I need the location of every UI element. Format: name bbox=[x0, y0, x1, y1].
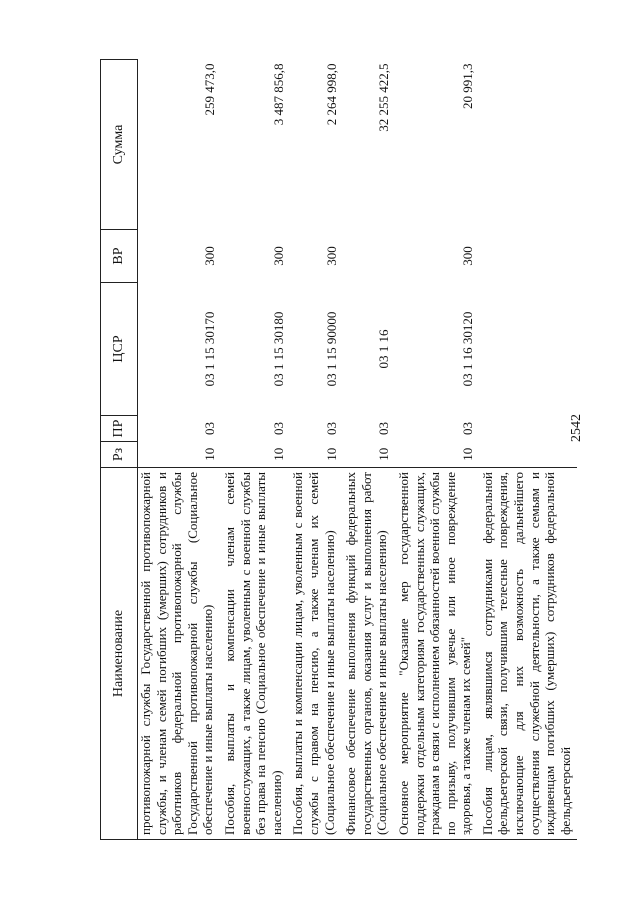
table-header-row bbox=[101, 60, 138, 840]
table-row bbox=[138, 60, 220, 840]
row-csr: 03 1 15 90000 bbox=[323, 311, 339, 387]
header-pr: ПР bbox=[101, 416, 138, 442]
header-csr: ЦСР bbox=[101, 283, 138, 416]
header-rz: Рз bbox=[101, 442, 138, 468]
row-amount bbox=[478, 60, 578, 230]
row-name: противопожарной службы Государственной противопожарной службы, и членам семей погибших (умерших) сотрудников и работников федеральной противопожарной службы Государственной противопожарной службы (Социальное обеспечение и иные выплаты населению) bbox=[138, 468, 220, 840]
table-row bbox=[341, 60, 394, 840]
table-row bbox=[478, 60, 578, 840]
row-amount: 259 473,0 bbox=[202, 63, 218, 116]
row-name: Основное мероприятие "Оказание мер государственной поддержки отдельным категориям государственных служащих, гражданам в связи с исполнением обязанностей военной службы по призыву, получившим увечье или иное повреждение здоровья, а также членам их семей" bbox=[394, 468, 478, 840]
row-csr: 03 1 15 30180 bbox=[270, 311, 286, 387]
table-row bbox=[288, 60, 341, 840]
row-rz: 10 bbox=[376, 447, 392, 461]
row-csr: 03 1 16 bbox=[376, 329, 392, 369]
row-csr: 03 1 15 30170 bbox=[202, 311, 218, 387]
row-pr: 03 bbox=[376, 422, 392, 435]
row-name: Финансовое обеспечение выполнения функций федеральных государственных органов, оказания услуг и выполнения работ (Социальное обеспечение и иные выплаты населению) bbox=[341, 468, 394, 840]
row-rz: 10 bbox=[202, 447, 218, 461]
row-rz: 10 bbox=[270, 447, 286, 461]
row-pr bbox=[478, 416, 578, 442]
row-vr: 300 bbox=[460, 246, 476, 266]
row-pr: 03 bbox=[323, 422, 339, 435]
row-amount: 3 487 856,8 bbox=[270, 63, 286, 126]
row-amount: 2 264 998,0 bbox=[323, 63, 339, 126]
header-amount: Сумма bbox=[101, 60, 138, 230]
row-amount: 20 991,3 bbox=[460, 63, 476, 109]
table-wrap bbox=[100, 60, 573, 840]
budget-table bbox=[100, 59, 577, 840]
row-name: Пособия, выплаты и компенсации лицам, уволенным с военной службы с правом на пенсию, а также членам их семей (Социальное обеспечение и иные выплаты населению) bbox=[288, 468, 341, 840]
row-vr: 300 bbox=[270, 246, 286, 266]
row-pr: 03 bbox=[460, 422, 476, 435]
row-vr: 300 bbox=[202, 246, 218, 266]
rotated-table-area bbox=[100, 60, 640, 835]
row-amount: 32 255 422,5 bbox=[376, 63, 392, 132]
row-csr bbox=[478, 283, 578, 416]
row-csr: 03 1 16 30120 bbox=[460, 311, 476, 387]
page-number: 2542 bbox=[569, 414, 584, 442]
row-rz bbox=[478, 442, 578, 468]
table-row bbox=[220, 60, 288, 840]
header-vr: ВР bbox=[101, 230, 138, 283]
row-pr: 03 bbox=[202, 422, 218, 435]
row-pr: 03 bbox=[270, 422, 286, 435]
row-vr bbox=[478, 230, 578, 283]
table-row bbox=[394, 60, 478, 840]
row-name: Пособия лицам, являвшимся сотрудниками федеральной фельдъегерской связи, получившим телесные повреждения, исключающие для них возможность дальнейшего осуществления служебной деятельности, а также семьям и иждивенцам погибших (умерших) сотрудников федеральной фельдъегерской bbox=[478, 468, 578, 840]
row-vr: 300 bbox=[323, 246, 339, 266]
row-name: Пособия, выплаты и компенсации членам семей военнослужащих, а также лицам, уволенным с военной службы без права на пенсию (Социальное обеспечение и иные выплаты населению) bbox=[220, 468, 288, 840]
header-name: Наименование bbox=[101, 468, 138, 840]
row-rz: 10 bbox=[323, 447, 339, 461]
row-vr bbox=[341, 230, 394, 283]
row-rz: 10 bbox=[460, 447, 476, 461]
